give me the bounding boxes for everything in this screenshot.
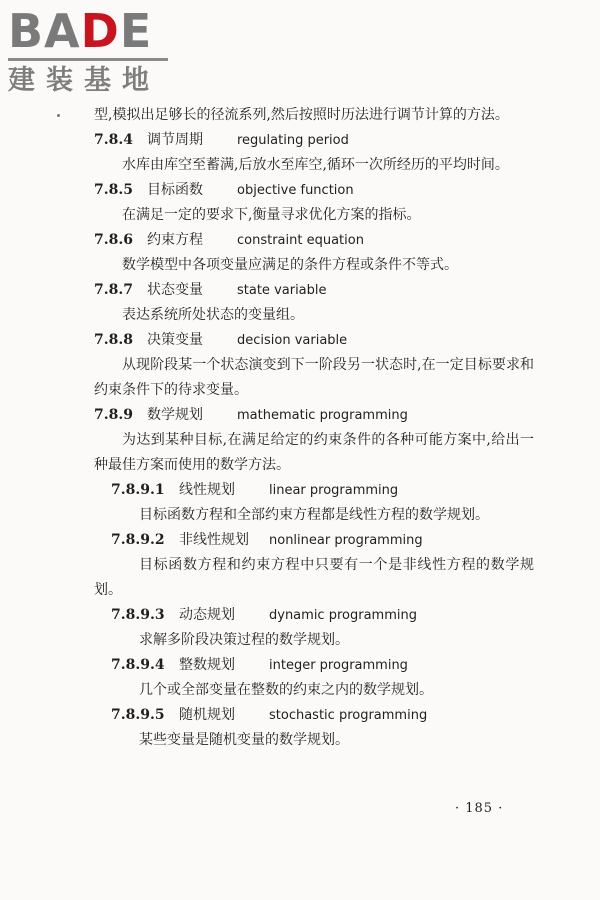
logo-divider	[8, 58, 168, 61]
term-definition: 数学模型中各项变量应满足的条件方程或条件不等式。	[122, 257, 458, 273]
term-definition: 在满足一定的要求下,衡量寻求优化方案的指标。	[122, 207, 421, 223]
term-number: 7.8.9.3	[111, 607, 165, 623]
brand-logo	[8, 6, 183, 97]
term-chinese: 动态规划	[179, 607, 235, 623]
term-chinese: 非线性规划	[179, 532, 249, 548]
term-number: 7.8.9.2	[111, 532, 165, 548]
term-number: 7.8.9.1	[111, 482, 165, 498]
term-heading	[94, 178, 534, 203]
term-chinese: 随机规划	[179, 707, 235, 723]
intro-paragraph: 型,模拟出足够长的径流系列,然后按照时历法进行调节计算的方法。	[94, 107, 509, 123]
logo-word-suffix: E	[119, 4, 153, 58]
term-chinese: 目标函数	[147, 182, 203, 198]
term-chinese: 状态变量	[147, 282, 203, 298]
term-english: integer programming	[269, 658, 408, 673]
logo-wordmark	[8, 6, 183, 56]
term-english: mathematic programming	[237, 408, 408, 423]
term-list	[94, 128, 534, 753]
term-number: 7.8.4	[94, 132, 133, 148]
term-chinese: 线性规划	[179, 482, 235, 498]
term-definition: 表达系统所处状态的变量组。	[122, 307, 304, 323]
logo-word-prefix: BA	[8, 4, 81, 58]
term-chinese: 约束方程	[147, 232, 203, 248]
term-english: constraint equation	[237, 233, 364, 248]
term-definition: 几个或全部变量在整数的约束之内的数学规划。	[139, 682, 433, 698]
term-heading	[94, 328, 534, 353]
term-definition: 水库由库空至蓄满,后放水至库空,循环一次所经历的平均时间。	[122, 157, 509, 173]
term-english: state variable	[237, 283, 327, 298]
term-definition: 从现阶段某一个状态演变到下一阶段另一状态时,在一定目标要求和约束条件下的待求变量。	[94, 357, 534, 398]
term-heading	[94, 478, 534, 503]
term-english: linear programming	[269, 483, 399, 498]
term-number: 7.8.7	[94, 282, 133, 298]
term-heading	[94, 653, 534, 678]
term-english: objective function	[237, 183, 354, 198]
term-definition: 目标函数方程和全部约束方程都是线性方程的数学规划。	[139, 507, 489, 523]
term-number: 7.8.6	[94, 232, 133, 248]
term-english: decision variable	[237, 333, 348, 348]
page-number: · 185 ·	[455, 801, 504, 816]
logo-word-accent: D	[80, 4, 120, 58]
term-heading	[94, 403, 534, 428]
term-english: nonlinear programming	[269, 533, 423, 548]
term-number: 7.8.5	[94, 182, 133, 198]
term-heading	[94, 228, 534, 253]
margin-dot	[57, 114, 60, 117]
term-chinese: 数学规划	[147, 407, 203, 423]
term-chinese: 整数规划	[179, 657, 235, 673]
term-heading	[94, 528, 534, 553]
term-definition: 目标函数方程和约束方程中只要有一个是非线性方程的数学规划。	[94, 557, 534, 598]
term-english: stochastic programming	[269, 708, 428, 723]
term-heading	[94, 128, 534, 153]
term-heading	[94, 603, 534, 628]
term-chinese: 调节周期	[147, 132, 203, 148]
term-number: 7.8.9.4	[111, 657, 165, 673]
term-number: 7.8.9	[94, 407, 133, 423]
term-chinese: 决策变量	[147, 332, 203, 348]
term-definition: 为达到某种目标,在满足给定的约束条件的各种可能方案中,给出一种最佳方案而使用的数学方法。	[94, 432, 534, 473]
term-heading	[94, 278, 534, 303]
term-definition: 某些变量是随机变量的数学规划。	[139, 732, 349, 748]
term-english: dynamic programming	[269, 608, 417, 623]
term-number: 7.8.8	[94, 332, 133, 348]
document-body	[94, 103, 534, 753]
logo-subtitle: 建装基地	[8, 65, 160, 96]
term-english: regulating period	[237, 133, 349, 148]
term-definition: 求解多阶段决策过程的数学规划。	[139, 632, 349, 648]
term-number: 7.8.9.5	[111, 707, 165, 723]
term-heading	[94, 703, 534, 728]
